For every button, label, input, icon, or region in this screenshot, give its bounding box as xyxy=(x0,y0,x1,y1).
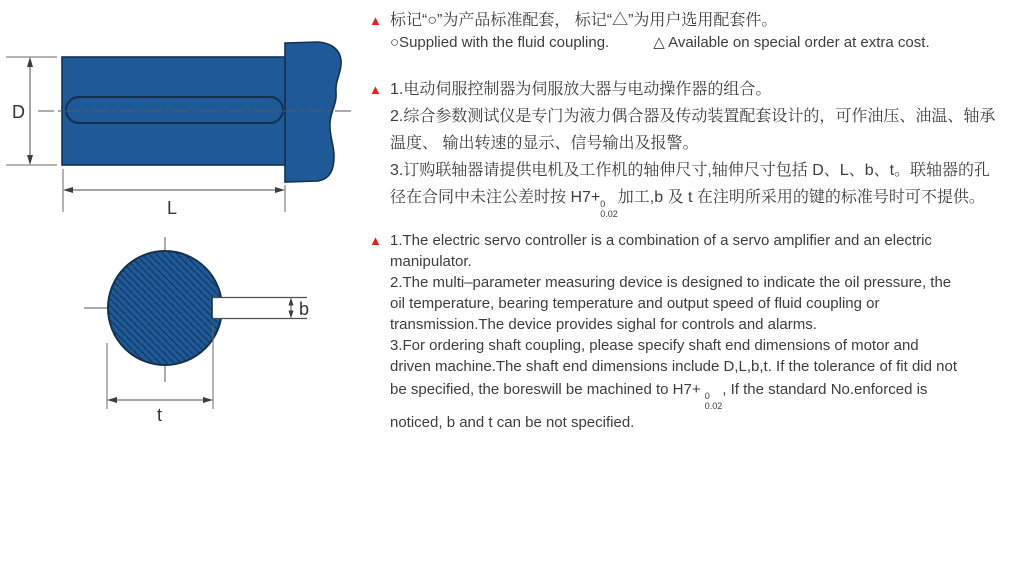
note-cn-tolerance-line xyxy=(390,184,1021,220)
keyway-notch xyxy=(213,298,308,319)
note-en-line: 3.For ordering shaft coupling, please specify shaft end dimensions of motor and xyxy=(390,337,919,354)
note-en-line: driven machine.The shaft end dimensions include D,L,b,t. If the tolerance of fit did not xyxy=(390,358,957,375)
tolerance-post: , If the standard No.enforced is xyxy=(722,381,928,398)
red-triangle-icon: ▲ xyxy=(369,13,382,28)
shaft-side-view xyxy=(6,42,353,218)
tolerance-post: 加工,b 及 t 在注明所采用的键的标准号时可不提供。 xyxy=(617,189,985,206)
dimension-d-label: D xyxy=(12,102,25,122)
shaft-section-view xyxy=(84,237,309,425)
note-en-line: transmission.The device provides sighal for controls and alarms. xyxy=(390,316,817,333)
legend-supplied-text: ○Supplied with the fluid coupling. xyxy=(390,34,610,51)
shaft-break-body xyxy=(285,42,341,182)
note-cn-line: 1.电动伺服控制器为伺服放大器与电动操作器的组合。 xyxy=(390,81,772,98)
tolerance-sup: 0 xyxy=(600,198,606,209)
note-cn-line: 温度、 输出转速的显示、信号输出及报警。 xyxy=(390,135,699,152)
tolerance-stack xyxy=(705,391,723,412)
red-triangle-icon: ▲ xyxy=(369,82,382,97)
tolerance-sub: 0.02 xyxy=(600,209,618,220)
shaft-section-circle xyxy=(108,251,222,365)
note-en-line: noticed, b and t can be not specified. xyxy=(390,413,635,431)
tolerance-sup: 0 xyxy=(704,390,710,401)
note-en-line: oil temperature, bearing temperature and output speed of fluid coupling or xyxy=(390,295,880,312)
note-en-line: manipulator. xyxy=(390,253,472,270)
dimension-l-label: L xyxy=(167,198,178,218)
note-en-line: 2.The multi–parameter measuring device is designed to indicate the oil pressure, the xyxy=(390,274,952,291)
legend-line-cn: 标记“○”为产品标准配套， 标记“△”为用户选用配套件。 xyxy=(390,12,778,29)
tolerance-sub: 0.02 xyxy=(704,401,723,412)
legend-optional-text: △ Available on special order at extra cost. xyxy=(653,34,930,51)
red-triangle-icon: ▲ xyxy=(369,233,382,248)
note-en-tolerance-line xyxy=(390,377,1021,412)
note-en-line: 1.The electric servo controller is a combination of a servo amplifier and an electric xyxy=(390,232,932,249)
dimension-l xyxy=(63,169,285,218)
legend-note xyxy=(369,10,1021,54)
note-cn-line: 3.订购联轴器请提供电机及工作机的轴伸尺寸,轴伸尺寸包括 D、L、b、t。联轴器的孔 xyxy=(390,162,991,179)
tolerance-stack xyxy=(600,199,618,220)
dimension-t-label: t xyxy=(157,405,163,425)
notes-english xyxy=(369,230,1021,433)
dimension-b-label: b xyxy=(299,299,310,319)
legend-line-en xyxy=(390,32,1021,54)
tolerance-pre: be specified, the boreswill be machined to H7+ xyxy=(390,381,705,398)
tolerance-pre: 径在合同中未注公差时按 H7+ xyxy=(390,189,601,206)
notes-chinese xyxy=(369,76,1021,220)
shaft-end-drawing xyxy=(0,0,370,460)
note-cn-line: 2.综合参数测试仪是专门为液力偶合器及传动装置配套设计的，可作油压、油温、轴承 xyxy=(390,108,996,125)
